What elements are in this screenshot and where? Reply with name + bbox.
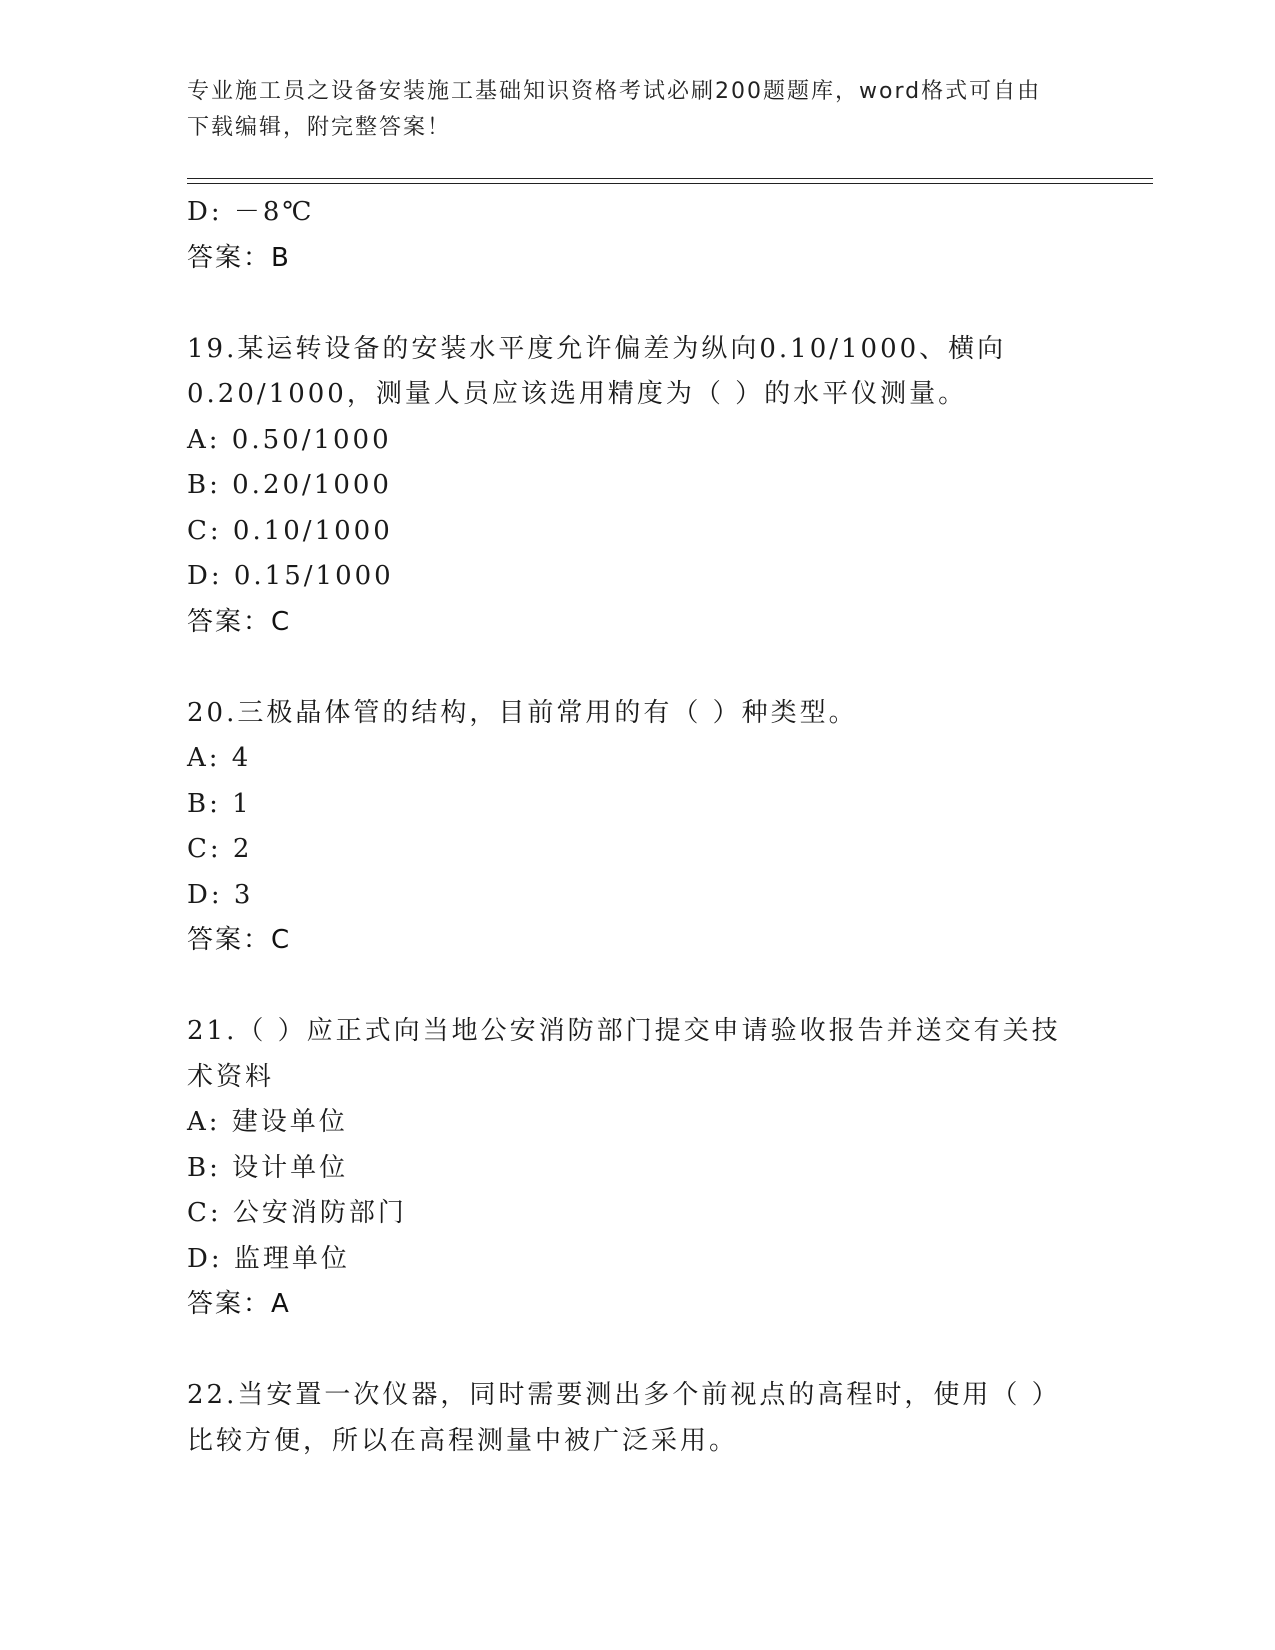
option-d: D: 3 [187, 879, 254, 910]
option-b: B: 1 [187, 788, 252, 819]
question-text-line: 19.某运转设备的安装水平度允许偏差为纵向0.10/1000、横向 [187, 333, 1007, 364]
option-d: D: －8℃ [187, 197, 315, 227]
option-d: D: 0.15/1000 [187, 561, 394, 591]
spacer [187, 1328, 1067, 1374]
option-c: C: 0.10/1000 [187, 515, 393, 546]
question-19 [187, 327, 1067, 646]
answer-line: 答案：C [187, 606, 292, 637]
option-a: A: 建设单位 [187, 1107, 348, 1137]
answer-line: 答案：A [187, 1289, 291, 1319]
question-text-line: 0.20/1000，测量人员应该选用精度为（ ）的水平仪测量。 [187, 379, 968, 409]
answer-line: 答案：B [187, 242, 291, 273]
spacer [187, 281, 1067, 327]
option-a: A: 0.50/1000 [187, 424, 392, 455]
header-divider-bottom [187, 183, 1153, 184]
document-header [187, 74, 1067, 146]
question-20 [187, 691, 1067, 964]
answer-line: 答案：C [187, 925, 292, 955]
question-text-line: 20.三极晶体管的结构，目前常用的有（ ）种类型。 [187, 697, 858, 728]
question-text-line: 22.当安置一次仪器，同时需要测出多个前视点的高程时，使用（ ） [187, 1380, 1061, 1410]
spacer [187, 645, 1067, 691]
option-b: B: 0.20/1000 [187, 470, 392, 500]
option-d: D: 监理单位 [187, 1243, 350, 1274]
document-body [187, 190, 1067, 1464]
header-title-line-2: 下载编辑，附完整答案！ [187, 115, 452, 140]
header-title-line-1: 专业施工员之设备安装施工基础知识资格考试必刷200题题库，word格式可自由 [187, 79, 1042, 104]
header-divider-top [187, 178, 1153, 179]
question-21 [187, 1009, 1067, 1328]
option-a: A: 4 [187, 743, 252, 773]
option-c: C: 2 [187, 834, 253, 864]
question-text-line: 21.（ ）应正式向当地公安消防部门提交申请验收报告并送交有关技 [187, 1016, 1061, 1046]
question-text-line: 比较方便，所以在高程测量中被广泛采用。 [187, 1425, 739, 1456]
option-b: B: 设计单位 [187, 1152, 349, 1183]
spacer [187, 964, 1067, 1010]
question-text-line: 术资料 [187, 1061, 275, 1092]
question-22 [187, 1373, 1067, 1464]
option-c: C: 公安消防部门 [187, 1198, 407, 1228]
